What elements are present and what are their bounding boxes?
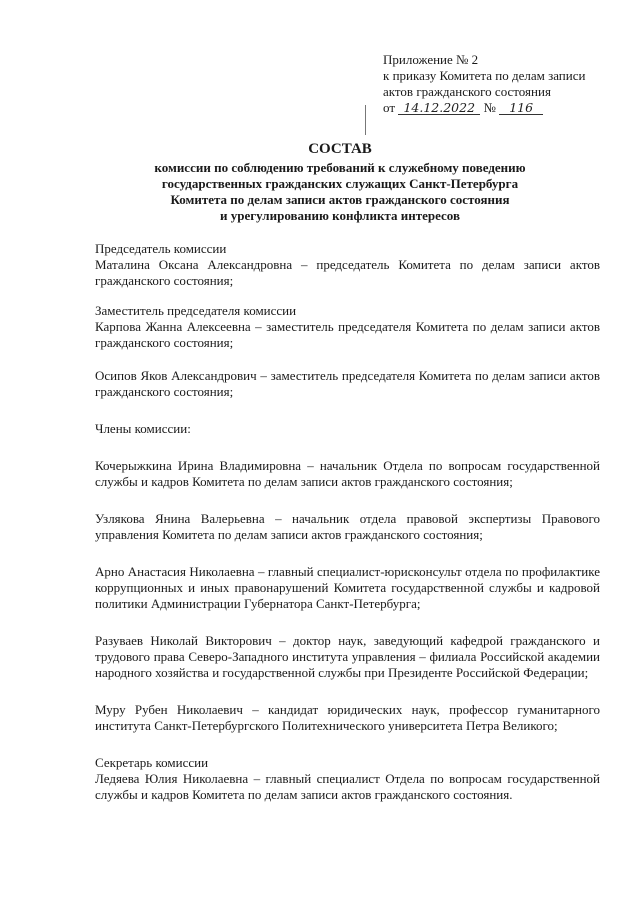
member-item: Узлякова Янина Валерьевна – начальник отдела правовой экспертизы Правового управления Комитета по делам записи актов гражданского состояния; <box>95 511 600 542</box>
order-date-handwritten: 14.12.2022 <box>398 101 480 115</box>
appendix-line-2: к приказу Комитета по делам записи <box>383 68 586 83</box>
secretary-text: Ледяева Юлия Николаевна – главный специалист Отдела по вопросам государственной службы и кадров Комитета по делам записи актов гражданского состояния. <box>95 771 600 802</box>
title-main: СОСТАВ <box>308 141 372 157</box>
deputy-text-2: Осипов Яков Александрович – заместитель председателя Комитета по делам записи актов гражданского состояния; <box>95 368 600 399</box>
appendix-block <box>383 52 623 116</box>
member-item: Муру Рубен Николаевич – кандидат юридических наук, профессор гуманитарного института Санкт-Петербургского Политехнического университета Петра Великого; <box>95 702 600 733</box>
title-line-2: государственных гражданских служащих Санкт-Петербурга <box>161 176 519 191</box>
deputy-heading: Заместитель председателя комиссии <box>95 303 297 318</box>
appendix-order-line <box>383 100 623 116</box>
deputy-text-1: Карпова Жанна Алексеевна – заместитель председателя Комитета по делам записи актов гражданского состояния; <box>95 319 600 350</box>
title-line-3: Комитета по делам записи актов гражданского состояния <box>170 192 510 207</box>
members-heading: Члены комиссии: <box>95 421 191 436</box>
scan-mark <box>365 105 366 135</box>
order-number-label: № <box>483 100 496 115</box>
document-title <box>90 140 590 224</box>
appendix-line-1: Приложение № 2 <box>383 52 479 67</box>
appendix-line-3: актов гражданского состояния <box>383 84 551 99</box>
member-item: Арно Анастасия Николаевна – главный специалист-юрисконсульт отдела по профилактике коррупционных и иных правонарушений Комитета государственной службы и кадровой политики Администрации Губернатора Санкт-Петербурга; <box>95 564 600 611</box>
secretary-heading: Секретарь комиссии <box>95 755 209 770</box>
document-body <box>95 241 600 803</box>
order-number-handwritten: 116 <box>499 101 543 115</box>
chair-text: Маталина Оксана Александровна – председатель Комитета по делам записи актов гражданского состояния; <box>95 257 600 288</box>
title-line-4: и урегулированию конфликта интересов <box>219 208 460 223</box>
order-from-label: от <box>383 100 396 115</box>
chair-heading: Председатель комиссии <box>95 241 227 256</box>
member-item: Кочерыжкина Ирина Владимировна – начальник Отдела по вопросам государственной службы и кадров Комитета по делам записи актов гражданского состояния; <box>95 458 600 489</box>
title-line-1: комиссии по соблюдению требований к служебному поведению <box>154 160 526 175</box>
member-item: Разуваев Николай Викторович – доктор наук, заведующий кафедрой гражданского и трудового права Северо-Западного института управления – филиала Российской академии народного хозяйства и государственной службы при Президенте Российской Федерации; <box>95 633 600 680</box>
